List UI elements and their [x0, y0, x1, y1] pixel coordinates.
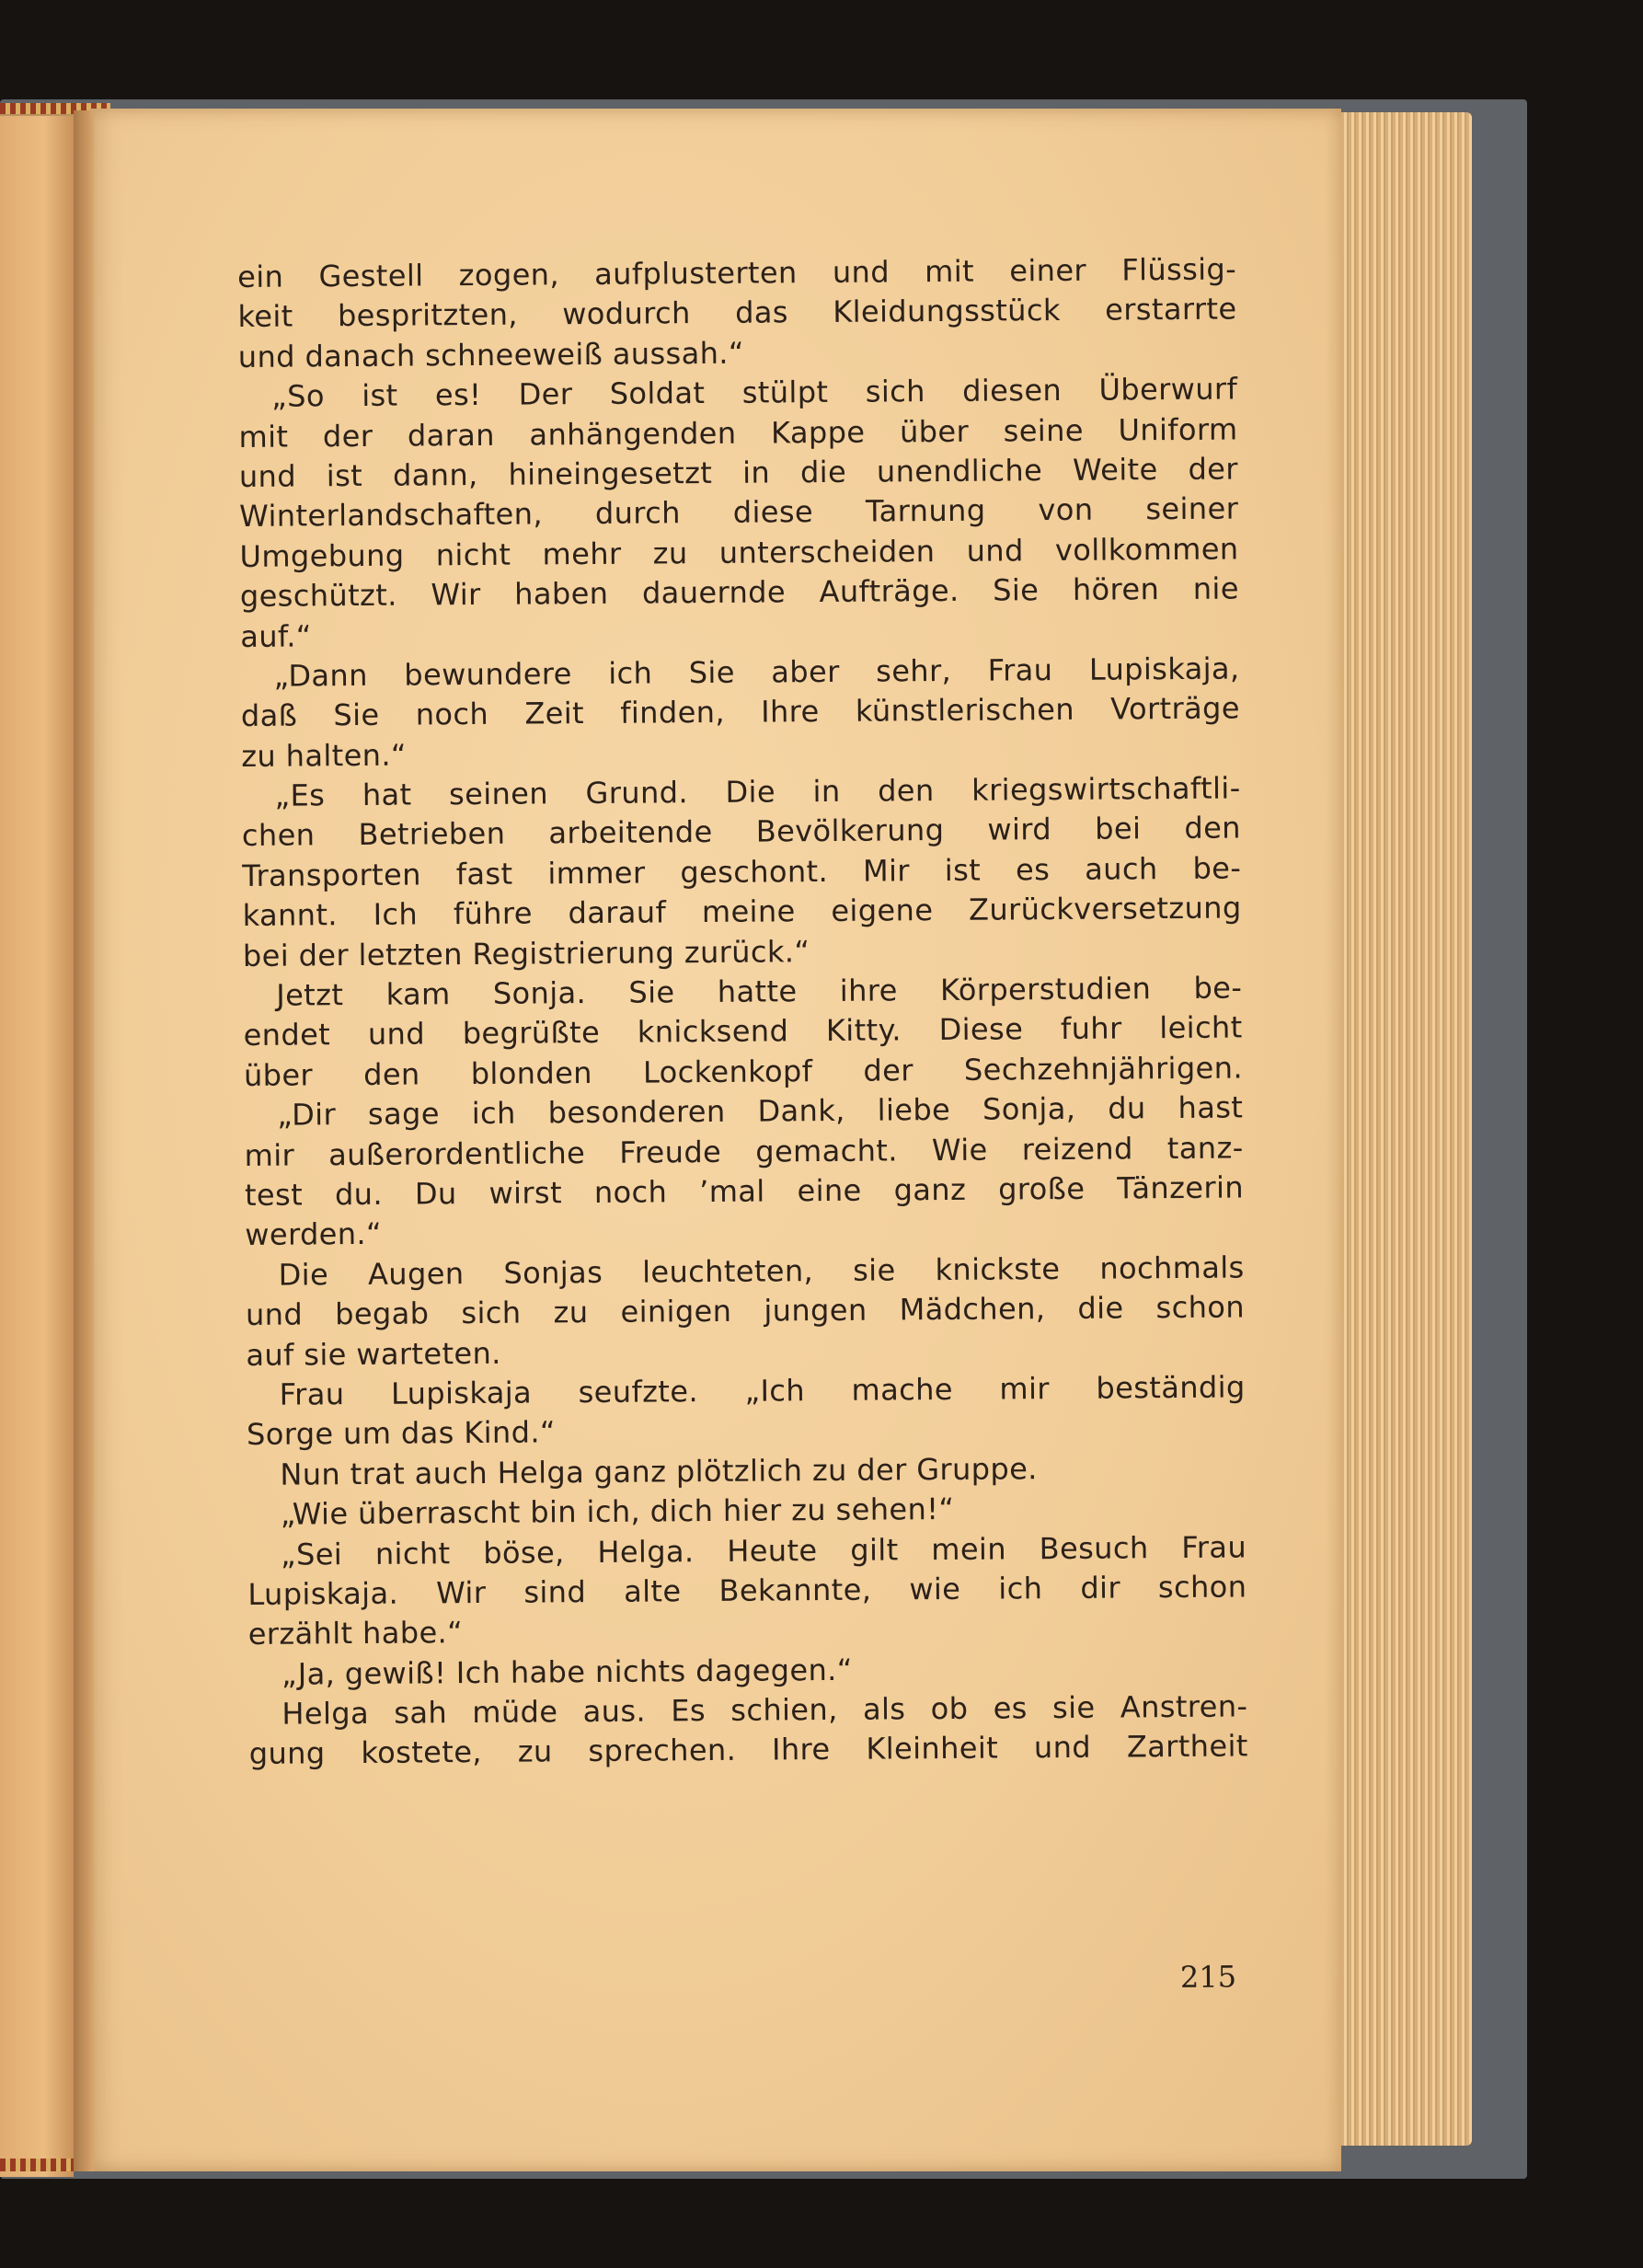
- body-text: [237, 249, 1248, 1774]
- text-line: und danach schneeweiß aussah.“: [237, 335, 745, 374]
- text-line: und begab sich zu einigen jungen Mädchen, die schon: [245, 1289, 1246, 1333]
- text-line: daß Sie noch Zeit finden, Ihre künstlerischen Vorträge: [240, 690, 1241, 734]
- text-line: endet und begrüßte knicksend Kitty. Diese fuhr leicht: [243, 1009, 1243, 1053]
- page-number: 215: [1179, 1959, 1237, 1995]
- text-line: Lupiskaja. Wir sind alte Bekannte, wie ich dir schon: [247, 1569, 1247, 1612]
- text-line: über den blonden Lockenkopf der Sechzehnjährigen.: [243, 1050, 1244, 1093]
- text-line: „Dann bewundere ich Sie aber sehr, Frau Lupiskaja,: [273, 650, 1240, 694]
- text-line: mir außerordentliche Freude gemacht. Wie reizend tanz-: [244, 1130, 1244, 1173]
- text-line: „Ja, gewiß! Ich habe nichts dagegen.“: [281, 1652, 853, 1692]
- left-page-edge: [0, 109, 74, 2177]
- text-line: „So ist es! Der Soldat stülpt sich diesen Überwurf: [271, 371, 1238, 414]
- book-page: [90, 109, 1341, 2171]
- text-line: auf sie warteten.: [246, 1335, 501, 1373]
- text-line: test du. Du wirst noch ’mal eine ganz große Tänzerin: [244, 1169, 1245, 1213]
- text-line: kannt. Ich führe darauf meine eigene Zurückversetzung: [242, 890, 1242, 934]
- text-line: zu halten.“: [241, 737, 408, 774]
- text-line: auf.“: [240, 617, 312, 654]
- text-line: Frau Lupiskaja seufzte. „Ich mache mir beständig: [279, 1369, 1246, 1412]
- text-line: „Wie überrascht bin ich, dich hier zu sehen!“: [280, 1491, 955, 1532]
- text-line: erzählt habe.“: [247, 1615, 464, 1652]
- text-line: mit der daran anhängenden Kappe über seine Uniform: [238, 411, 1238, 455]
- text-line: Die Augen Sonjas leuchteten, sie knickste nochmals: [278, 1249, 1245, 1293]
- text-line: „Sei nicht böse, Helga. Heute gilt mein Besuch Frau: [280, 1528, 1247, 1572]
- text-line: Jetzt kam Sonja. Sie hatte ihre Körperstudien be-: [276, 970, 1243, 1013]
- book-gutter: [74, 110, 94, 2171]
- text-line: Helga sah müde aus. Es schien, als ob es sie Anstren-: [281, 1688, 1248, 1732]
- text-line: Nun trat auch Helga ganz plötzlich zu der Gruppe.: [280, 1450, 1038, 1492]
- text-line: werden.“: [245, 1216, 383, 1253]
- text-line: Umgebung nicht mehr zu unterscheiden und vollkommen: [239, 531, 1239, 574]
- text-line: keit bespritzten, wodurch das Kleidungsstück erstarrte: [237, 291, 1237, 335]
- text-line: gung kostete, zu sprechen. Ihre Kleinheit und Zartheit: [248, 1728, 1248, 1772]
- text-line: „Dir sage ich besonderen Dank, liebe Sonja, du hast: [277, 1089, 1244, 1133]
- text-line: und ist dann, hineingesetzt in die unendliche Weite der: [238, 451, 1238, 494]
- text-line: geschützt. Wir haben dauernde Aufträge. Sie hören nie: [239, 570, 1240, 615]
- text-line: ein Gestell zogen, aufplusterten und mit einer Flüssig-: [237, 251, 1237, 294]
- page-stack-edges: [1334, 112, 1472, 2146]
- text-line: bei der letzten Registrierung zurück.“: [242, 933, 810, 973]
- text-line: chen Betrieben arbeitende Bevölkerung wird bei den: [241, 810, 1242, 854]
- text-line: „Es hat seinen Grund. Die in den kriegswirtschaftli-: [274, 770, 1241, 813]
- text-line: Winterlandschaften, durch diese Tarnung von seiner: [239, 490, 1239, 535]
- text-line: Transporten fast immer geschont. Mir ist es auch be-: [242, 850, 1242, 893]
- text-line: Sorge um das Kind.“: [246, 1414, 557, 1453]
